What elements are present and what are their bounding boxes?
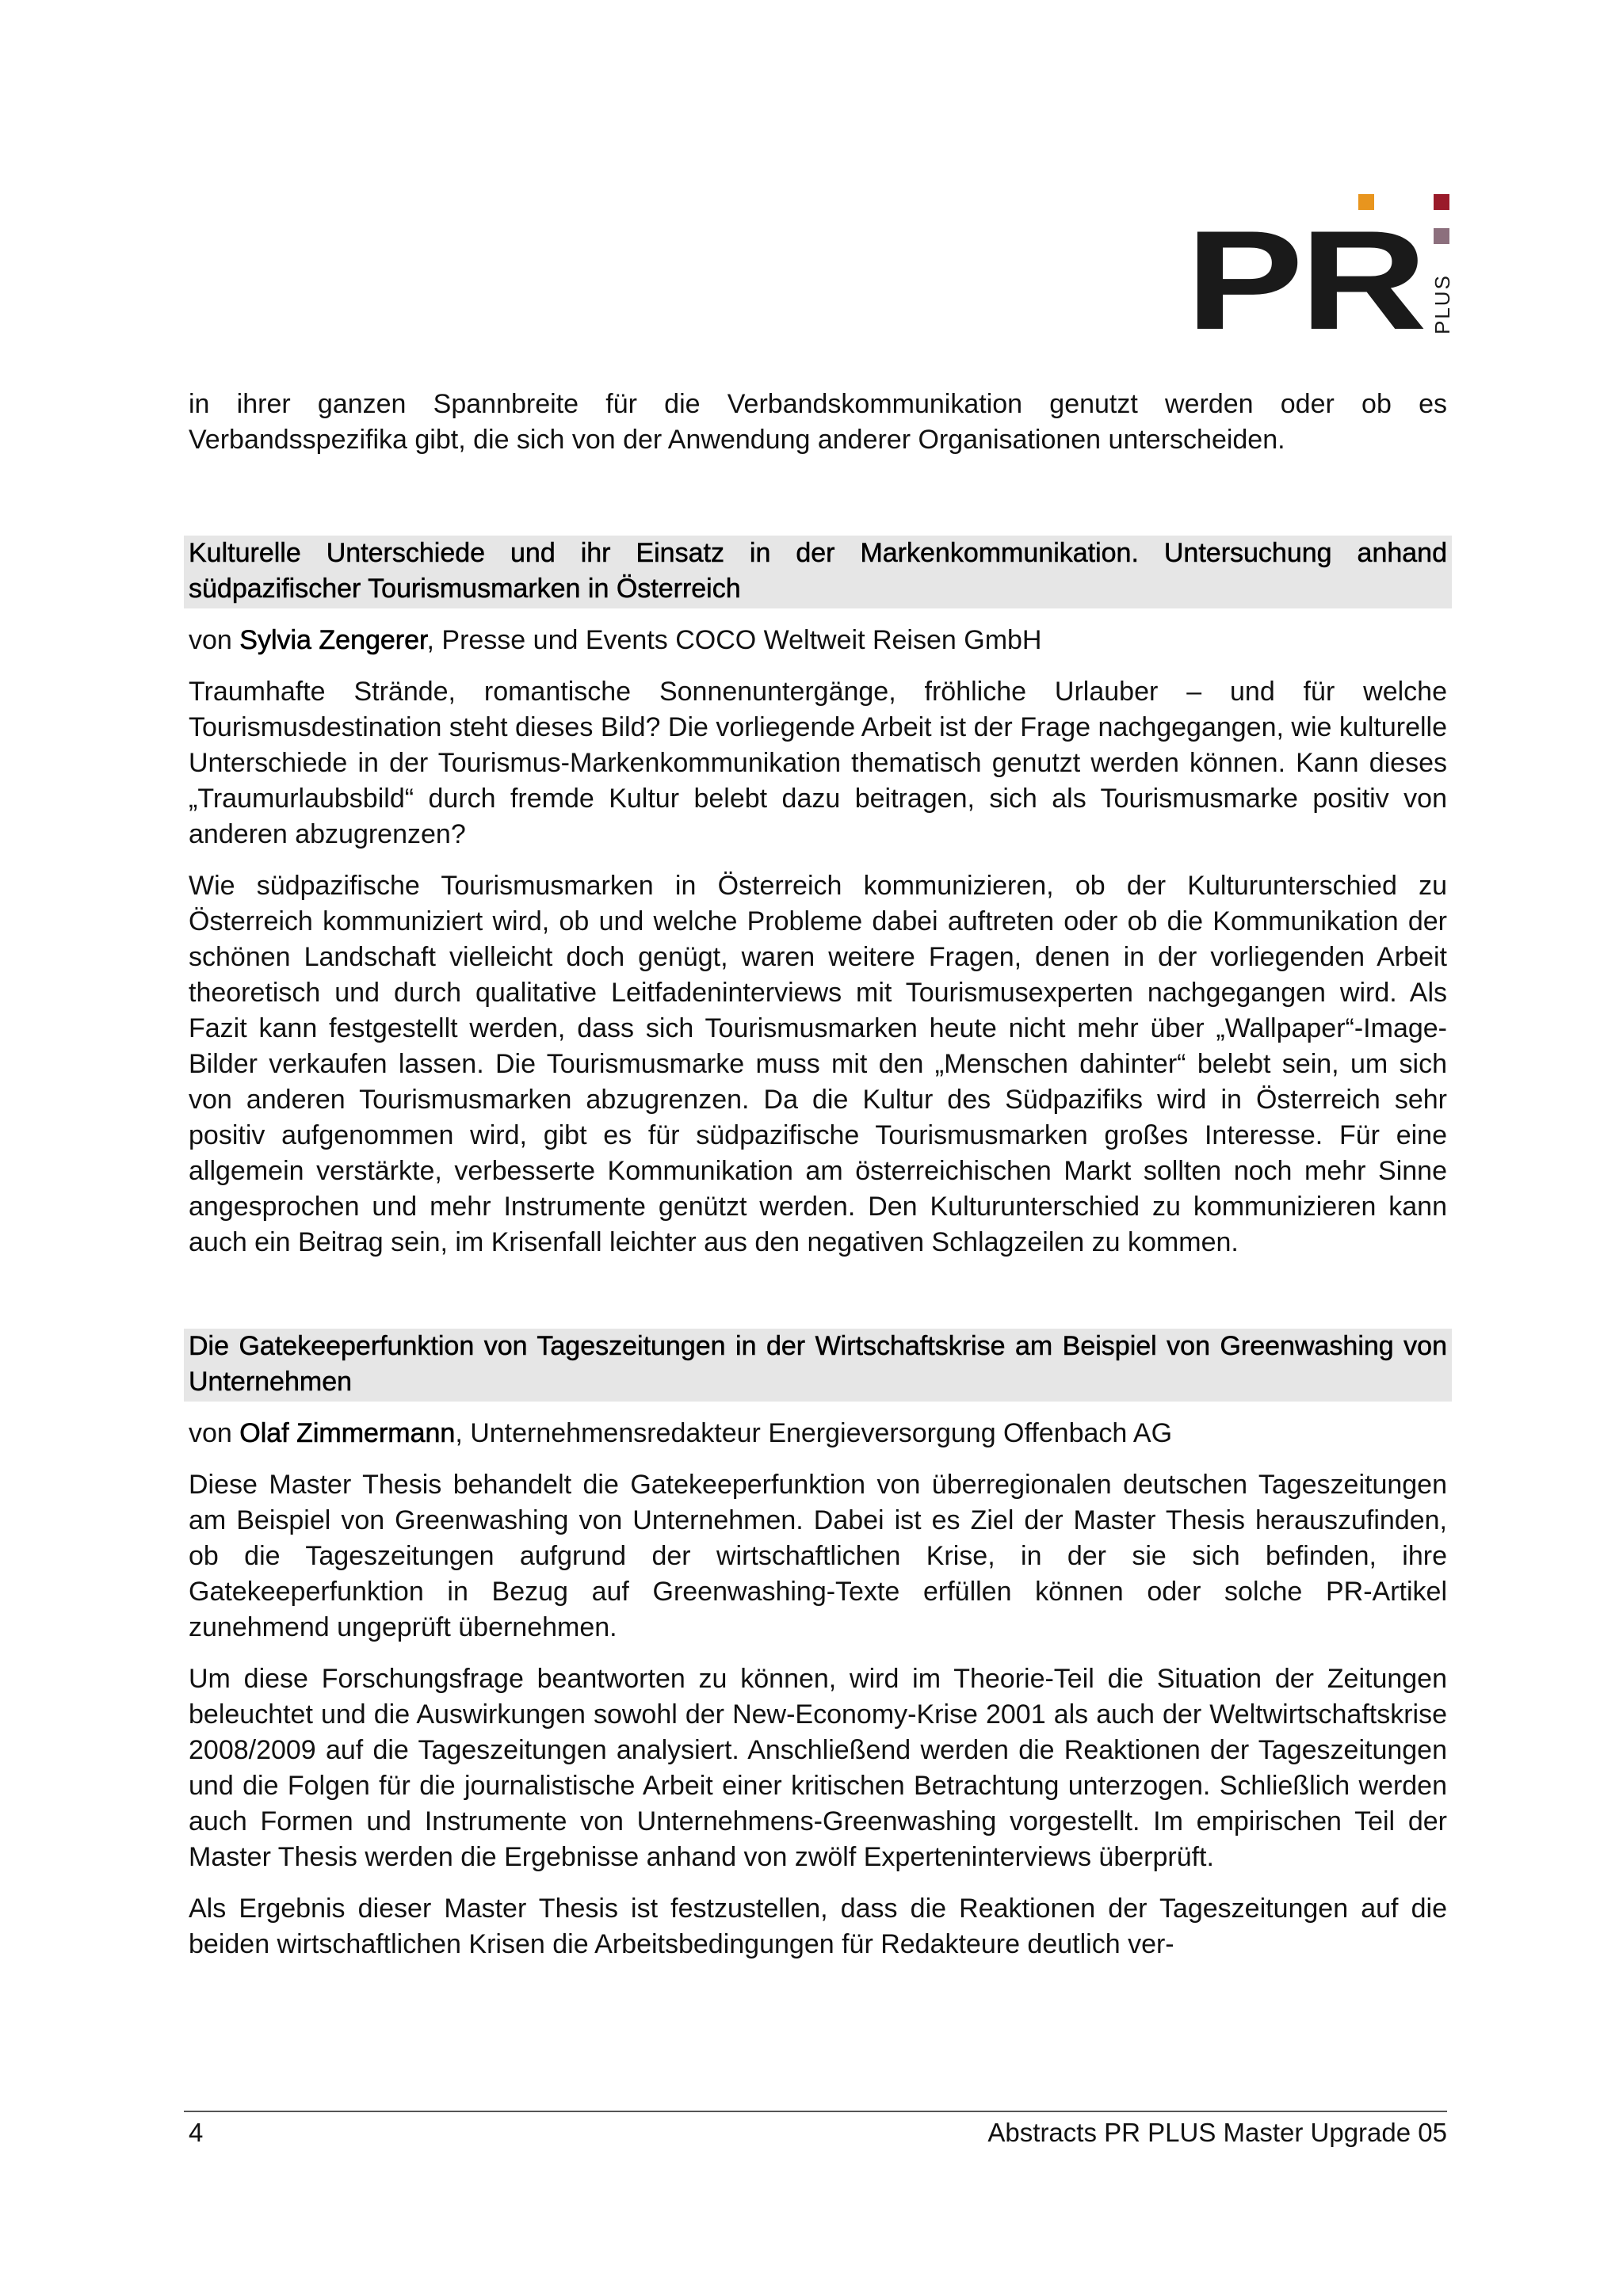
section-2-byline [189,1416,1447,1451]
page-number: 4 [189,2118,204,2147]
author-affiliation: , Unternehmensredakteur Energieversorgung Offenbach AG [455,1418,1173,1448]
author-name: Olaf Zimmermann [239,1418,456,1448]
section-2-paragraph-3: Als Ergebnis dieser Master Thesis ist festzustellen, dass die Reaktionen der Tageszeitungen auf die beiden wirtschaftlichen Krisen die Arbeitsbedingungen für Redakteure deutlich ver- [189,1894,1447,1959]
section-1-paragraph-1: Traumhafte Strände, romantische Sonnenuntergänge, fröhliche Urlauber – und für welche Tourismusdestination steht dieses Bild? Die vorliegende Arbeit ist der Frage nachgegangen, wie kulturelle Unterschiede in der Tourismus-Markenkommunikation thematisch genutzt werden können. Kann dieses „Traumurlaubsbild“ durch fremde Kultur belebt dazu beitragen, sich als Tourismusmarke positiv von anderen abzugrenzen? [189,677,1447,849]
section-1-byline [189,623,1447,658]
section-2-paragraph-1: Diese Master Thesis behandelt die Gatekeeperfunktion von überregionalen deutschen Tageszeitungen am Beispiel von Greenwashing von Unternehmen. Dabei ist es Ziel der Master Thesis herauszufinden, ob die Tageszeitungen aufgrund der wirtschaftlichen Krise, in der sie sich befinden, ihre Gatekeeperfunktion in Bezug auf Greenwashing-Texte erfüllen können oder solche PR-Artikel zunehmend ungeprüft übernehmen. [189,1470,1447,1642]
logo-square-mauve [1434,228,1449,244]
logo-square-red [1434,194,1449,210]
intro-paragraph: in ihrer ganzen Spannbreite für die Verbandskommunikation genutzt werden oder ob es Verbandsspezifika gibt, die sich von der Anwendung anderer Organisationen unterscheiden. [189,389,1447,455]
footer-title: Abstracts PR PLUS Master Upgrade 05 [987,2118,1447,2147]
section-1-paragraph-2: Wie südpazifische Tourismusmarken in Österreich kommunizieren, ob der Kulturunterschied zu Österreich kommuniziert wird, ob und welche Probleme dabei auftreten oder ob die Kommunikation der schönen Landschaft vielleicht doch genügt, waren weitere Fragen, denen in der vorliegenden Arbeit theoretisch und durch qualitative Leitfadeninterviews mit Tourismusexperten nachgegangen wird. Als Fazit kann festgestellt werden, dass sich Tourismusmarken heute nicht mehr über „Wallpaper“-Image-Bilder verkaufen lassen. Die Tourismusmarke muss mit den „Menschen dahinter“ belebt sein, um sich von anderen Tourismusmarken abzugrenzen. Da die Kultur des Südpazifiks wird in Österreich sehr positiv aufgenommen wird, gibt es für südpazifische Tourismusmarken großes Interesse. Für eine allgemein verstärkte, verbesserte Kommunikation am österreichischen Markt sollten noch mehr Sinne angesprochen und mehr Instrumente genützt werden. Den Kulturunterschied zu kommunizieren kann auch ein Beitrag sein, im Krisenfall leichter aus den negativen Schlagzeilen zu kommen. [189,871,1447,1257]
section-heading-1-text: Kulturelle Unterschiede und ihr Einsatz in der Markenkommunikation. Untersuchung anhand südpazifischer Tourismusmarken in Österreich [189,538,1447,604]
section-heading-1 [184,536,1452,608]
section-2-paragraph-2: Um diese Forschungsfrage beantworten zu können, wird im Theorie-Teil die Situation der Zeitungen beleuchtet und die Auswirkungen sowohl der New-Economy-Krise 2001 als auch der Weltwirtschaftskrise 2008/2009 auf die Tageszeitungen analysiert. Anschließend werden die Reaktionen der Tageszeitungen und die Folgen für die journalistische Arbeit einer kritischen Betrachtung unterzogen. Schließlich werden auch Formen und Instrumente von Unternehmens-Greenwashing vorgestellt. Im empirischen Teil der Master Thesis werden die Ergebnisse anhand von zwölf Experteninterviews überprüft. [189,1664,1447,1872]
pr-plus-logo [1186,190,1454,359]
footer-divider [184,2111,1447,2112]
section-heading-2 [184,1329,1452,1402]
author-name: Sylvia Zengerer [239,625,427,655]
section-heading-2-text: Die Gatekeeperfunktion von Tageszeitungen in der Wirtschaftskrise am Beispiel von Greenwashing von Unternehmen [189,1331,1447,1397]
logo-letters: PR [1186,201,1424,359]
pr-plus-logo-graphic [1186,190,1454,359]
byline-prefix: von [189,1418,240,1448]
logo-plus-text: PLUS [1430,274,1454,334]
author-affiliation: , Presse und Events COCO Weltweit Reisen GmbH [426,625,1042,655]
document-body [189,387,1447,1978]
byline-prefix: von [189,625,240,655]
